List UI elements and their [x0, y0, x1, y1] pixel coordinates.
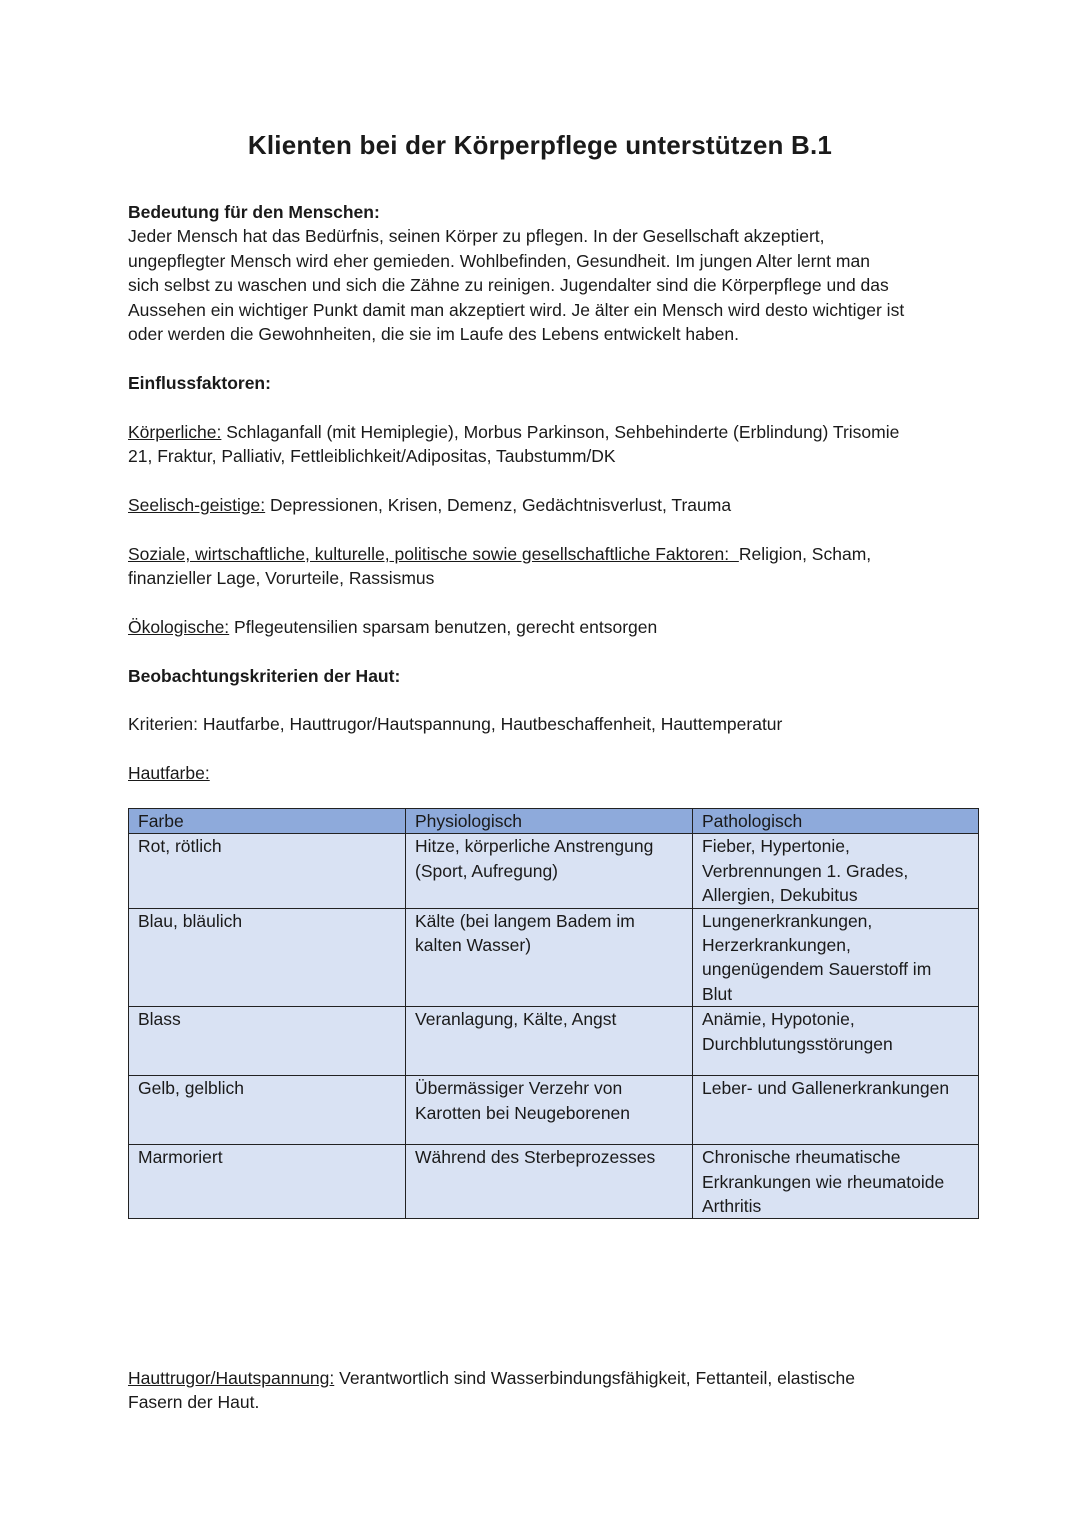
- koerperliche-paragraph: [128, 420, 958, 469]
- cell-farbe: Rot, rötlich: [129, 834, 406, 908]
- cell-physiologisch: Veranlagung, Kälte, Angst: [406, 1007, 693, 1076]
- sozial-text: Religion, Scham,: [738, 544, 872, 564]
- hauttrugor-paragraph: [128, 1366, 958, 1415]
- table-row: [129, 1076, 979, 1145]
- cell-pathologisch: Chronische rheumatische Erkrankungen wie rheumatoide Arthritis: [693, 1145, 979, 1219]
- oekologisch-paragraph: [128, 615, 958, 639]
- bedeutung-heading: Bedeutung für den Menschen:: [128, 202, 380, 222]
- koerperliche-text: Schlaganfall (mit Hemiplegie), Morbus Parkinson, Sehbehinderte (Erblindung) Trisomie: [221, 422, 900, 442]
- cell-physiologisch: Hitze, körperliche Anstrengung (Sport, Aufregung): [406, 834, 693, 908]
- bedeutung-line: Aussehen ein wichtiger Punkt damit man akzeptiert wird. Je älter ein Mensch wird desto wichtiger ist: [128, 299, 905, 320]
- sozial-text-cont: finanzieller Lage, Vorurteile, Rassismus: [128, 568, 435, 589]
- table-row: [129, 1145, 979, 1219]
- cell-pathologisch: Lungenerkrankungen, Herzerkrankungen, ungenügendem Sauerstoff im Blut: [693, 908, 979, 1007]
- sozial-label: Soziale, wirtschaftliche, kulturelle, politische sowie gesellschaftliche Faktoren:: [128, 544, 739, 564]
- table-row: [129, 908, 979, 1007]
- bedeutung-line: Jeder Mensch hat das Bedürfnis, seinen Körper zu pflegen. In der Gesellschaft akzeptiert,: [128, 226, 825, 247]
- bedeutung-section: [128, 200, 958, 346]
- table-row: [129, 1007, 979, 1076]
- koerperliche-text-cont: 21, Fraktur, Palliativ, Fettleiblichkeit/Adipositas, Taubstumm/DK: [128, 446, 616, 467]
- header-pathologisch: Pathologisch: [693, 809, 979, 834]
- bedeutung-line: sich selbst zu waschen und sich die Zähne zu reinigen. Jugendalter sind die Körperpflege und das: [128, 275, 889, 296]
- oekologisch-label: Ökologische:: [128, 617, 230, 637]
- einfluss-heading: Einflussfaktoren:: [128, 373, 271, 393]
- table-row: [129, 834, 979, 908]
- kriterien-text: Kriterien: Hautfarbe, Hauttrugor/Hautspannung, Hautbeschaffenheit, Hauttemperatur: [128, 714, 783, 734]
- cell-pathologisch: Anämie, Hypotonie, Durchblutungsstörungen: [693, 1007, 979, 1076]
- hautfarbe-table: [128, 808, 979, 1219]
- oekologisch-text: Pflegeutensilien sparsam benutzen, gerecht entsorgen: [229, 617, 658, 637]
- cell-pathologisch: Fieber, Hypertonie, Verbrennungen 1. Grades, Allergien, Dekubitus: [693, 834, 979, 908]
- hauttrugor-label: Hauttrugor/Hautspannung:: [128, 1368, 335, 1388]
- hautfarbe-label-line: [128, 761, 958, 785]
- cell-farbe: Gelb, gelblich: [129, 1076, 406, 1145]
- cell-farbe: Blau, bläulich: [129, 908, 406, 1007]
- seelisch-label: Seelisch-geistige:: [128, 495, 266, 515]
- cell-physiologisch: Während des Sterbeprozesses: [406, 1145, 693, 1219]
- koerperliche-label: Körperliche:: [128, 422, 222, 442]
- header-farbe: Farbe: [129, 809, 406, 834]
- beobachtung-heading: Beobachtungskriterien der Haut:: [128, 666, 401, 686]
- sozial-paragraph: [128, 542, 958, 591]
- page-title: Klienten bei der Körperpflege unterstützen B.1: [247, 130, 833, 160]
- seelisch-paragraph: [128, 493, 958, 517]
- cell-physiologisch: Kälte (bei langem Badem im kalten Wasser): [406, 908, 693, 1007]
- hautfarbe-label: Hautfarbe:: [128, 763, 210, 783]
- cell-farbe: Marmoriert: [129, 1145, 406, 1219]
- bedeutung-line: ungepflegter Mensch wird eher gemieden. Wohlbefinden, Gesundheit. Im jungen Alter lernt man: [128, 250, 870, 271]
- bedeutung-line: oder werden die Gewohnheiten, die sie im Laufe des Lebens entwickelt haben.: [128, 324, 739, 345]
- cell-physiologisch: Übermässiger Verzehr von Karotten bei Neugeborenen: [406, 1076, 693, 1145]
- hauttrugor-text: Verantwortlich sind Wasserbindungsfähigkeit, Fettanteil, elastische: [334, 1368, 855, 1388]
- seelisch-text: Depressionen, Krisen, Demenz, Gedächtnisverlust, Trauma: [265, 495, 732, 515]
- table-header-row: [129, 809, 979, 834]
- hauttrugor-text-cont: Fasern der Haut.: [128, 1392, 260, 1413]
- header-physiologisch: Physiologisch: [406, 809, 693, 834]
- cell-farbe: Blass: [129, 1007, 406, 1076]
- cell-pathologisch: Leber- und Gallenerkrankungen: [693, 1076, 979, 1145]
